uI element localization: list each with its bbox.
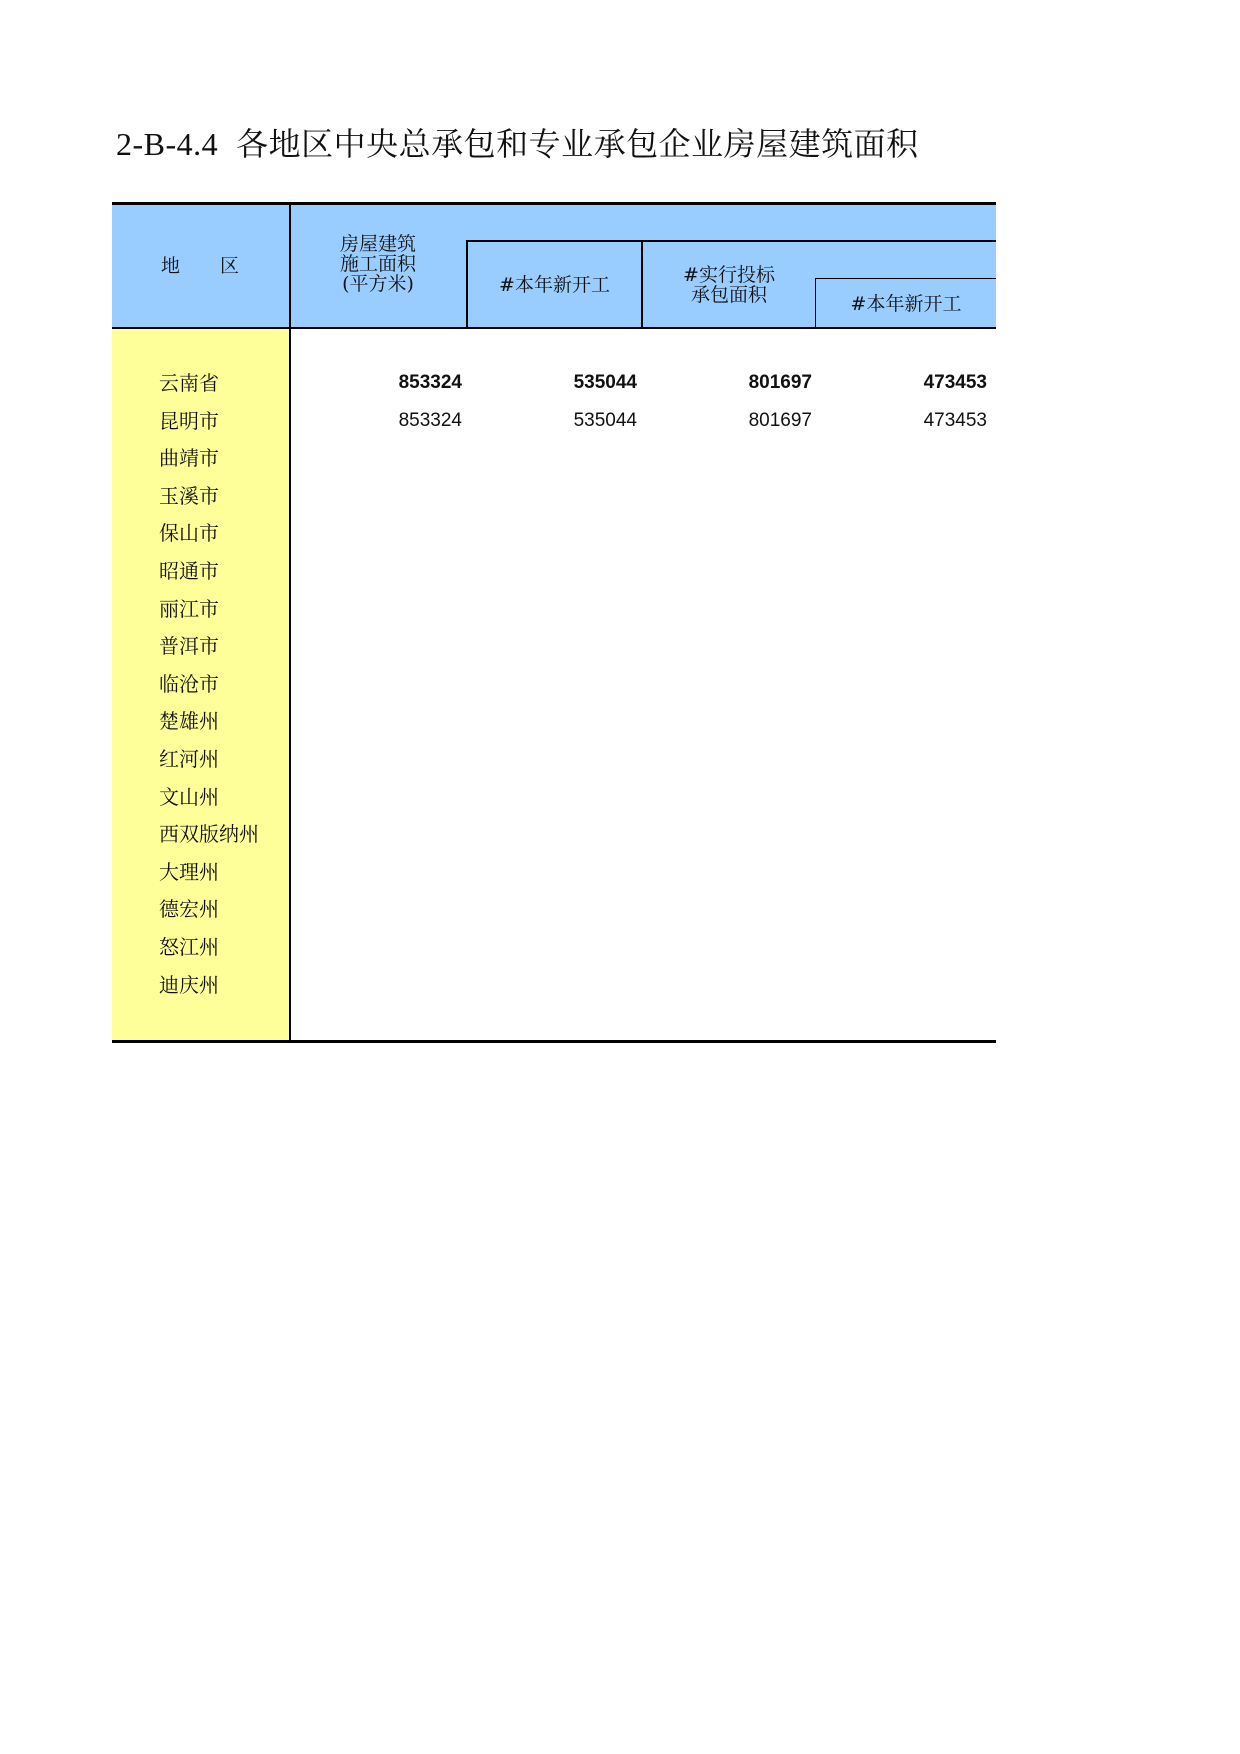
- cell-v1: 853324: [398, 409, 462, 431]
- table-body: [112, 368, 996, 1007]
- table-row: [112, 857, 996, 895]
- header-tender-area: #实行投标 承包面积: [683, 264, 775, 306]
- table-row: [112, 819, 996, 857]
- rule-subheader-2: [815, 278, 996, 279]
- region-name: 曲靖市: [159, 446, 219, 471]
- region-name: 昆明市: [159, 408, 219, 433]
- table-row: [112, 406, 996, 444]
- region-name: 怒江州: [159, 934, 219, 959]
- table-row: [112, 518, 996, 556]
- cell-v2: 535044: [573, 409, 637, 431]
- cell-v3: 801697: [748, 372, 812, 393]
- table-row: [112, 970, 996, 1008]
- rule-top: [112, 202, 996, 205]
- table-code: 2-B-4.4: [116, 126, 219, 162]
- region-name: 临沧市: [159, 671, 219, 696]
- region-name: 云南省: [159, 371, 219, 395]
- table-row: [112, 368, 996, 406]
- header-new-start: #本年新开工: [499, 274, 610, 296]
- page-title: [116, 124, 919, 164]
- rule-subheader-1: [466, 240, 996, 242]
- table-row: [112, 594, 996, 632]
- rule-bottom: [112, 1040, 996, 1043]
- cell-v4: 473453: [923, 372, 987, 393]
- region-name: 德宏州: [159, 897, 219, 922]
- cell-v2: 535044: [573, 372, 637, 393]
- region-name: 迪庆州: [159, 972, 219, 997]
- cell-v4: 473453: [923, 409, 987, 431]
- table-title: 各地区中央总承包和专业承包企业房屋建筑面积: [236, 125, 919, 163]
- table-row: [112, 481, 996, 519]
- region-name: 丽江市: [159, 596, 219, 621]
- header-tender-new-start: #本年新开工: [850, 293, 962, 315]
- table-row: [112, 631, 996, 669]
- region-name: 保山市: [159, 521, 219, 546]
- header-floor-area: 房屋建筑 施工面积 (平方米): [339, 233, 416, 295]
- table-row: [112, 894, 996, 932]
- region-name: 红河州: [159, 746, 219, 771]
- region-name: 普洱市: [159, 634, 219, 659]
- region-name: 楚雄州: [159, 709, 219, 734]
- cell-v3: 801697: [748, 409, 812, 431]
- table-row: [112, 669, 996, 707]
- table-row: [112, 443, 996, 481]
- region-name: 昭通市: [159, 558, 219, 583]
- region-name: 文山州: [159, 784, 219, 809]
- region-name: 大理州: [159, 859, 219, 884]
- region-name: 西双版纳州: [159, 822, 259, 847]
- cell-v1: 853324: [398, 372, 462, 393]
- table-row: [112, 706, 996, 744]
- rule-header-bottom: [112, 327, 996, 329]
- table-row: [112, 744, 996, 782]
- table-row: [112, 932, 996, 970]
- table-row: [112, 556, 996, 594]
- region-name: 玉溪市: [159, 483, 219, 508]
- header-region: 地 区: [160, 255, 242, 277]
- table-row: [112, 782, 996, 820]
